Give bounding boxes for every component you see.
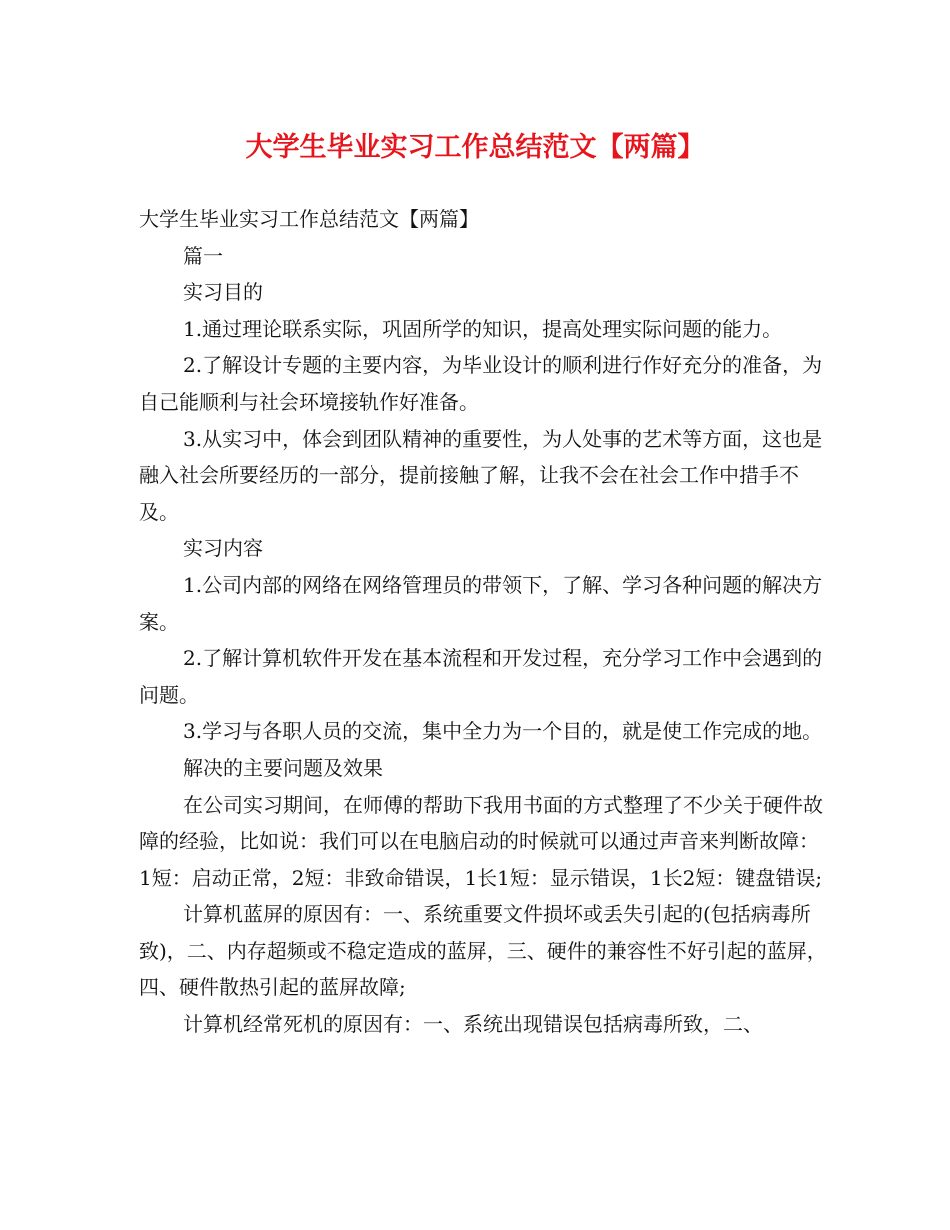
paragraph-content-3: 3.学习与各职人员的交流，集中全力为一个目的，就是使工作完成的地。: [183, 719, 823, 744]
paragraph-part-one: 篇一: [183, 243, 223, 268]
section-heading-purpose: 实习目的: [183, 280, 263, 305]
document-title: 大学生毕业实习工作总结范文【两篇】: [245, 132, 705, 163]
paragraph-purpose-2: 2.了解设计专题的主要内容，为毕业设计的顺利进行作好充分的准备，为自己能顺利与社会环境接轨作好准备。: [139, 353, 823, 414]
section-heading-problems: 解决的主要问题及效果: [183, 755, 383, 780]
paragraph-problems-1: 在公司实习期间，在师傅的帮助下我用书面的方式整理了不少关于硬件故障的经验，比如说：我们可以在电脑启动的时候就可以通过声音来判断故障：1短：启动正常，2短：非致命错误，1长1短：显示错误，1长2短：键盘错误;: [139, 792, 823, 890]
document-body: [139, 201, 827, 1043]
paragraph-purpose-3: 3.从实习中，体会到团队精神的重要性，为人处事的艺术等方面，这也是融入社会所要经历的一部分，提前接触了解，让我不会在社会工作中措手不及。: [139, 426, 823, 524]
paragraph-heading: 大学生毕业实习工作总结范文【两篇】: [139, 207, 479, 231]
paragraph-content-2: 2.了解计算机软件开发在基本流程和开发过程，充分学习工作中会遇到的问题。: [139, 646, 823, 707]
paragraph-problems-3: 计算机经常死机的原因有：一、系统出现错误包括病毒所致，二、: [183, 1012, 763, 1037]
paragraph-purpose-1: 1.通过理论联系实际，巩固所学的知识，提高处理实际问题的能力。: [183, 316, 783, 341]
paragraph-content-1: 1.公司内部的网络在网络管理员的带领下，了解、学习各种问题的解决方案。: [139, 572, 823, 634]
paragraph-problems-2: 计算机蓝屏的原因有：一、系统重要文件损坏或丢失引起的(包括病毒所致)，二、内存超频或不稳定造成的蓝屏，三、硬件的兼容性不好引起的蓝屏，四、硬件散热引起的蓝屏故障;: [139, 902, 827, 1000]
section-heading-content: 实习内容: [183, 536, 263, 561]
